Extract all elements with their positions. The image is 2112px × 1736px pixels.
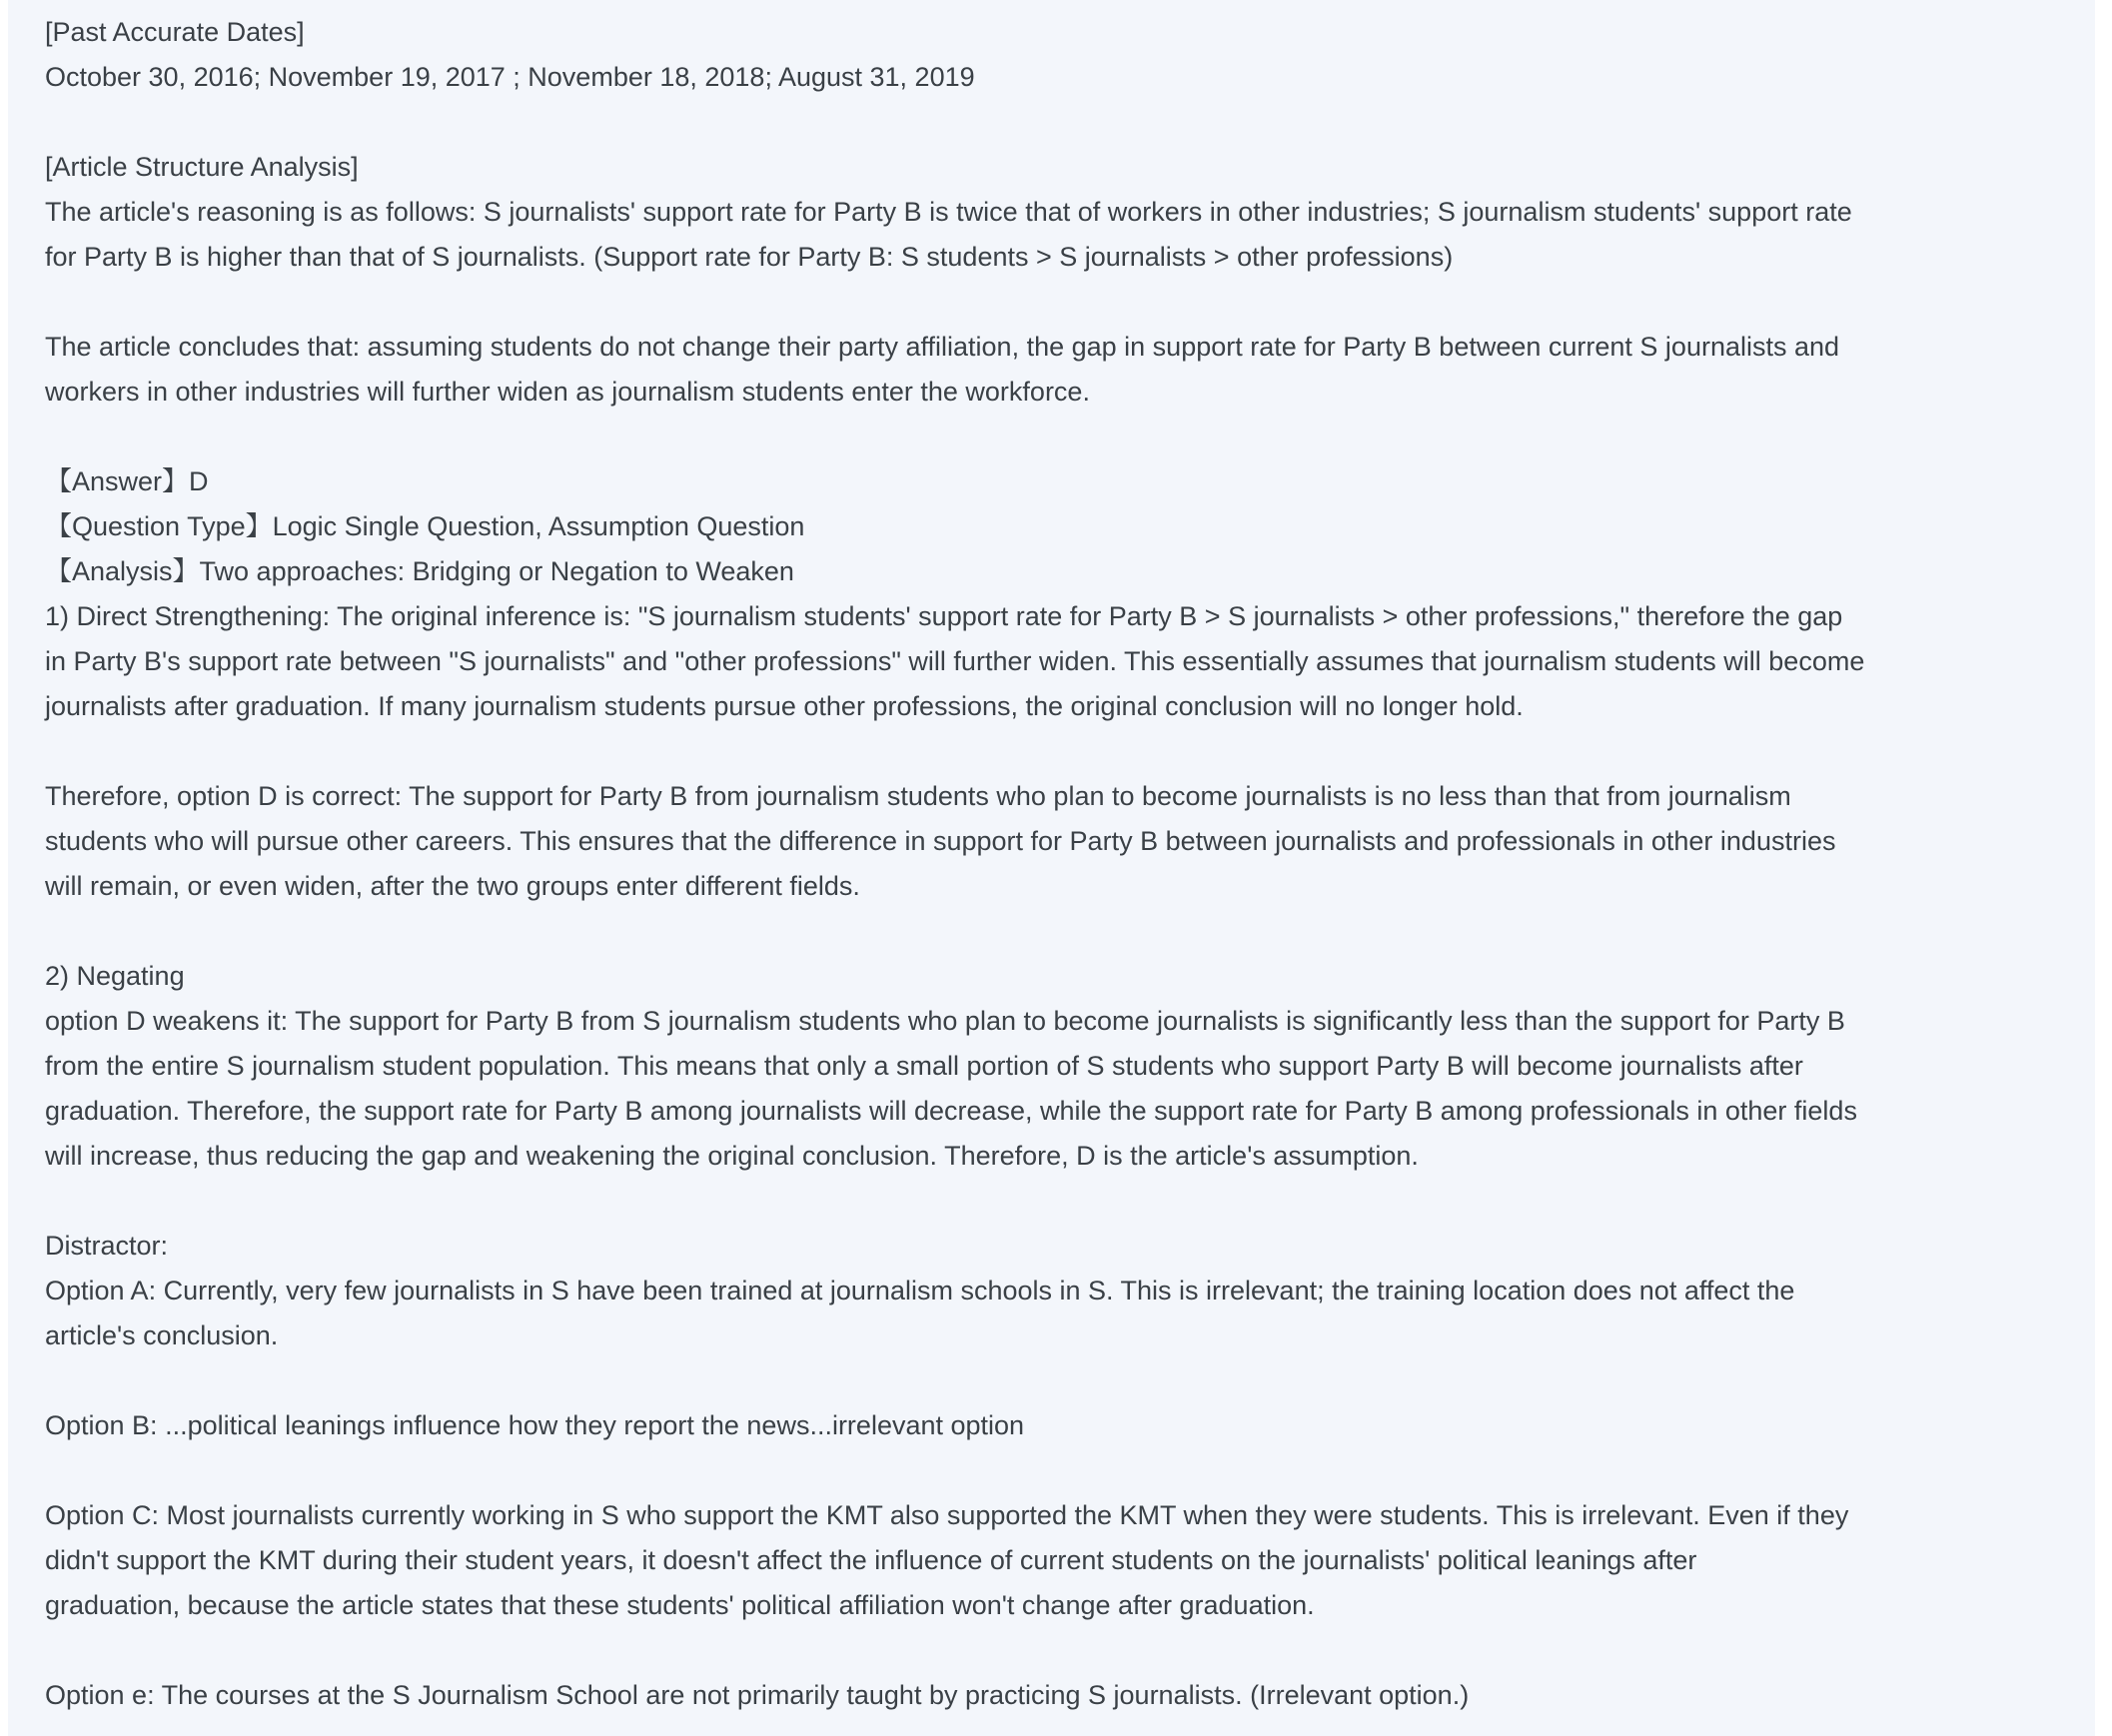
text-line: Therefore, option D is correct: The support for Party B from journalism students who plan to become journalists is no less than that from journalism (45, 781, 1791, 811)
text-line: will increase, thus reducing the gap and weakening the original conclusion. Therefore, D is the article's assumption. (45, 1141, 1419, 1171)
paragraph-negating (45, 954, 2067, 1179)
text-line: Option C: Most journalists currently working in S who support the KMT also supported the KMT when they were students. This is irrelevant. Even if they (45, 1500, 1849, 1530)
text-line: 1) Direct Strengthening: The original inference is: "S journalism students' support rate for Party B > S journalists > other professions," therefore the gap (45, 601, 1843, 631)
paragraph-article-conclusion (45, 325, 2067, 415)
paragraph-option-d-correct (45, 774, 2067, 909)
text-line: 【Analysis】Two approaches: Bridging or Negation to Weaken (45, 556, 794, 586)
text-line: Option e: The courses at the S Journalism School are not primarily taught by practicing S journalists. (Irrelevant option.) (45, 1680, 1470, 1710)
text-line: article's conclusion. (45, 1320, 279, 1350)
text-line: [Article Structure Analysis] (45, 152, 359, 182)
text-line: October 30, 2016; November 19, 2017 ; November 18, 2018; August 31, 2019 (45, 62, 975, 92)
paragraph-distractor-option-a (45, 1224, 2067, 1358)
text-line: The article's reasoning is as follows: S journalists' support rate for Party B is twice that of workers in other industries; S journalism students' support rate (45, 197, 1852, 227)
text-line: 【Question Type】Logic Single Question, Assumption Question (45, 511, 805, 541)
document-body (45, 10, 2067, 1718)
paragraph-option-b (45, 1403, 2067, 1448)
text-line: 【Answer】D (45, 466, 209, 496)
text-line: Option A: Currently, very few journalists in S have been trained at journalism schools in S. This is irrelevant; the training location does not affect the (45, 1276, 1795, 1305)
text-line: didn't support the KMT during their student years, it doesn't affect the influence of current students on the journalists' political leanings after (45, 1545, 1697, 1575)
text-line: will remain, or even widen, after the two groups enter different fields. (45, 871, 860, 901)
text-line: option D weakens it: The support for Party B from S journalism students who plan to become journalists is significantly less than the support for Party B (45, 1006, 1845, 1036)
text-line: in Party B's support rate between "S journalists" and "other professions" will further widen. This essentially assumes that journalism students will become (45, 646, 1865, 676)
paragraph-past-accurate-dates (45, 10, 2067, 100)
text-line: 2) Negating (45, 961, 185, 991)
text-line: graduation. Therefore, the support rate for Party B among journalists will decrease, while the support rate for Party B among professionals in other fields (45, 1096, 1857, 1126)
text-line: journalists after graduation. If many journalism students pursue other professions, the original conclusion will no longer hold. (45, 691, 1524, 721)
paragraph-option-c (45, 1493, 2067, 1628)
text-line: students who will pursue other careers. This ensures that the difference in support for Party B between journalists and professionals in other industries (45, 826, 1836, 856)
text-line: for Party B is higher than that of S journalists. (Support rate for Party B: S students > S journalists > other professions) (45, 242, 1454, 272)
text-line: [Past Accurate Dates] (45, 17, 305, 47)
analysis-document-panel (8, 0, 2095, 1736)
paragraph-answer-and-direct-strengthening (45, 459, 2067, 729)
text-line: Distractor: (45, 1231, 169, 1261)
text-line: workers in other industries will further widen as journalism students enter the workforce. (45, 377, 1090, 407)
paragraph-option-e (45, 1673, 2067, 1718)
text-line: graduation, because the article states that these students' political affiliation won't change after graduation. (45, 1590, 1315, 1620)
text-line: Option B: ...political leanings influence how they report the news...irrelevant option (45, 1410, 1025, 1440)
text-line: The article concludes that: assuming students do not change their party affiliation, the gap in support rate for Party B between current S journalists and (45, 332, 1840, 362)
paragraph-article-structure-analysis (45, 145, 2067, 280)
text-line: from the entire S journalism student population. This means that only a small portion of S students who support Party B will become journalists after (45, 1051, 1803, 1081)
